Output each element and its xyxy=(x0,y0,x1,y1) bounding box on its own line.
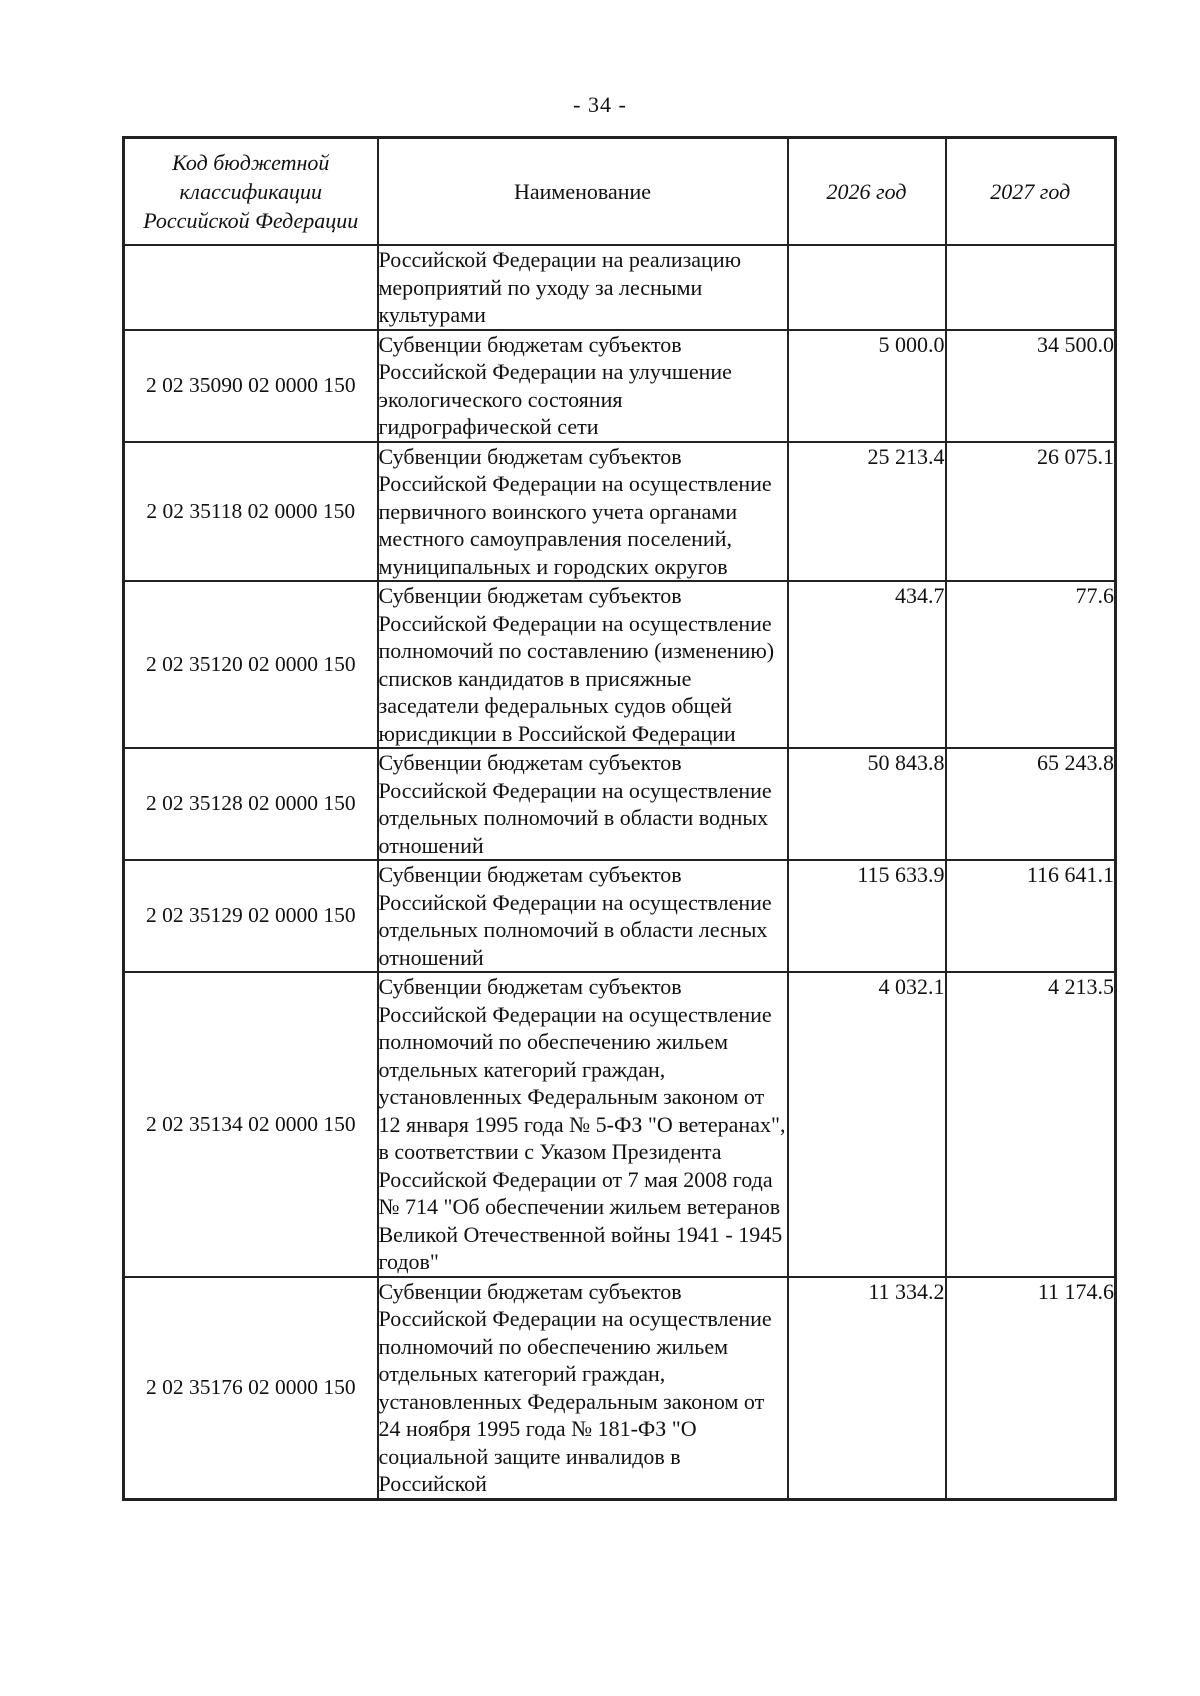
row-name: Субвенции бюджетам субъектов Российской Федерации на осуществление полномочий по составлению (изменению) списков кандидатов в присяжные заседатели федеральных судов общей юрисдикции в Российской Федерации xyxy=(378,581,788,748)
row-code: 2 02 35134 02 0000 150 xyxy=(124,972,378,1277)
row-amount-2026: 11 334.2 xyxy=(788,1277,946,1500)
row-code: 2 02 35128 02 0000 150 xyxy=(124,748,378,860)
row-code: 2 02 35120 02 0000 150 xyxy=(124,581,378,748)
row-code xyxy=(124,245,378,330)
row-amount-2027: 65 243.8 xyxy=(946,748,1116,860)
row-name: Субвенции бюджетам субъектов Российской Федерации на осуществление первичного воинского учета органами местного самоуправления поселений, муниципальных и городских округов xyxy=(378,442,788,582)
row-name: Субвенции бюджетам субъектов Российской Федерации на осуществление отдельных полномочий в области лесных отношений xyxy=(378,860,788,972)
row-name: Субвенции бюджетам субъектов Российской Федерации на осуществление полномочий по обеспечению жильем отдельных категорий граждан, установленных Федеральным законом от 12 января 1995 года № 5-ФЗ "О ветеранах", в соответствии с Указом Президента Российской Федерации от 7 мая 2008 года № 714 "Об обеспечении жильем ветеранов Великой Отечественной войны 1941 - 1945 годов" xyxy=(378,972,788,1277)
row-name: Субвенции бюджетам субъектов Российской Федерации на осуществление отдельных полномочий в области водных отношений xyxy=(378,748,788,860)
table-row xyxy=(124,748,1116,860)
budget-table xyxy=(122,136,1117,1501)
row-amount-2026: 50 843.8 xyxy=(788,748,946,860)
row-code: 2 02 35090 02 0000 150 xyxy=(124,330,378,442)
row-amount-2027: 4 213.5 xyxy=(946,972,1116,1277)
row-name: Субвенции бюджетам субъектов Российской Федерации на улучшение экологического состояния гидрографической сети xyxy=(378,330,788,442)
row-amount-2026: 4 032.1 xyxy=(788,972,946,1277)
header-year-2027: 2027 год xyxy=(946,138,1116,246)
row-amount-2027 xyxy=(946,245,1116,330)
table-header-row xyxy=(124,138,1116,246)
table-body xyxy=(124,245,1116,1499)
table-row xyxy=(124,972,1116,1277)
header-code: Код бюджетной классификации Российской Федерации xyxy=(124,138,378,246)
table-row xyxy=(124,581,1116,748)
row-amount-2026 xyxy=(788,245,946,330)
table-row xyxy=(124,442,1116,582)
row-amount-2026: 25 213.4 xyxy=(788,442,946,582)
row-amount-2027: 26 075.1 xyxy=(946,442,1116,582)
row-amount-2026: 5 000.0 xyxy=(788,330,946,442)
row-name: Российской Федерации на реализацию мероприятий по уходу за лесными культурами xyxy=(378,245,788,330)
row-code: 2 02 35176 02 0000 150 xyxy=(124,1277,378,1500)
table-row xyxy=(124,245,1116,330)
row-amount-2027: 34 500.0 xyxy=(946,330,1116,442)
row-code: 2 02 35129 02 0000 150 xyxy=(124,860,378,972)
row-amount-2027: 77.6 xyxy=(946,581,1116,748)
row-amount-2026: 115 633.9 xyxy=(788,860,946,972)
row-code: 2 02 35118 02 0000 150 xyxy=(124,442,378,582)
table-row xyxy=(124,860,1116,972)
row-amount-2027: 116 641.1 xyxy=(946,860,1116,972)
page-number: - 34 - xyxy=(573,92,627,117)
row-name: Субвенции бюджетам субъектов Российской Федерации на осуществление полномочий по обеспечению жильем отдельных категорий граждан, установленных Федеральным законом от 24 ноября 1995 года № 181-ФЗ "О социальной защите инвалидов в Российской xyxy=(378,1277,788,1500)
table-row xyxy=(124,330,1116,442)
row-amount-2026: 434.7 xyxy=(788,581,946,748)
header-name: Наименование xyxy=(378,138,788,246)
row-amount-2027: 11 174.6 xyxy=(946,1277,1116,1500)
table-row xyxy=(124,1277,1116,1500)
header-year-2026: 2026 год xyxy=(788,138,946,246)
